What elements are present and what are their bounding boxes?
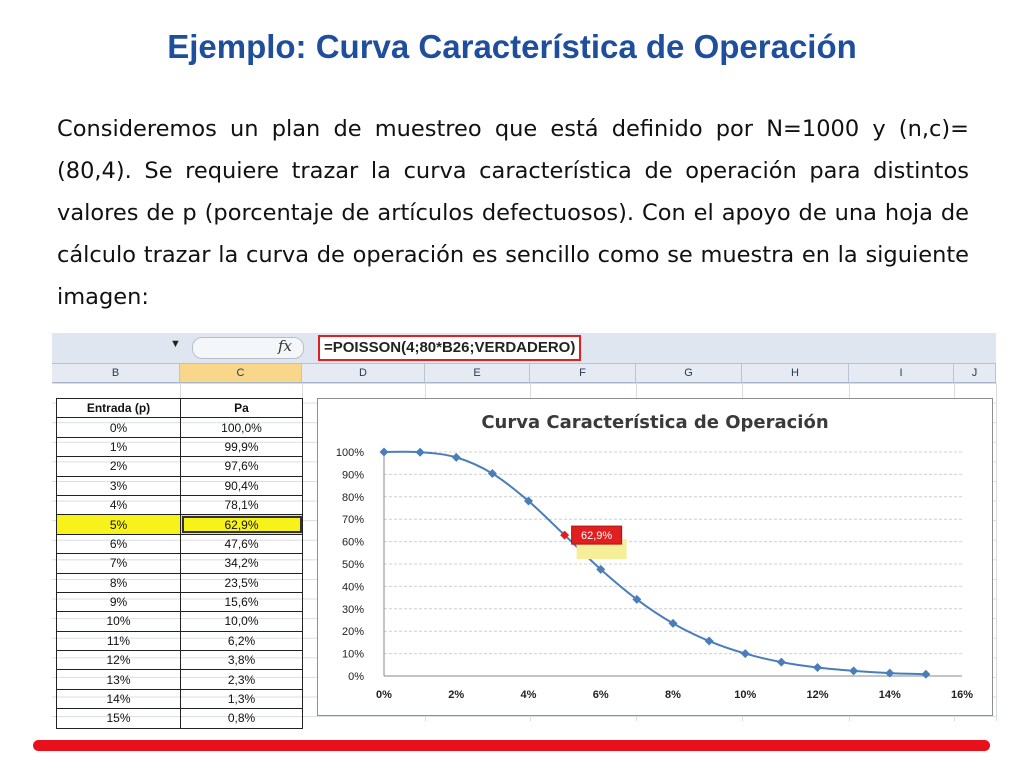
data-point bbox=[777, 658, 786, 667]
cell-entrada[interactable]: 14% bbox=[57, 689, 181, 708]
data-table bbox=[56, 398, 303, 729]
fx-icon[interactable]: fx bbox=[278, 337, 293, 355]
table-row bbox=[57, 651, 303, 670]
y-tick-label: 30% bbox=[341, 603, 364, 616]
x-tick-label: 4% bbox=[520, 689, 537, 701]
x-tick-label: 8% bbox=[665, 689, 681, 701]
cell-pa[interactable]: 6,2% bbox=[181, 631, 303, 650]
table-row bbox=[57, 476, 303, 495]
cell-pa[interactable]: 2,3% bbox=[181, 670, 303, 689]
data-point bbox=[813, 663, 822, 672]
x-tick-label: 10% bbox=[734, 689, 757, 701]
x-tick-label: 6% bbox=[592, 689, 609, 701]
cell-pa[interactable]: 90,4% bbox=[181, 476, 303, 495]
data-point bbox=[741, 649, 750, 658]
table-row bbox=[57, 534, 303, 553]
column-header-b[interactable]: B bbox=[52, 364, 180, 382]
table-row bbox=[57, 612, 303, 631]
cell-entrada[interactable]: 6% bbox=[57, 534, 181, 553]
table-row bbox=[57, 689, 303, 708]
cell-entrada[interactable]: 15% bbox=[57, 709, 181, 728]
cell-entrada[interactable]: 9% bbox=[57, 592, 181, 611]
column-header-g[interactable]: G bbox=[636, 364, 742, 382]
y-tick-label: 10% bbox=[341, 648, 364, 661]
column-header-j[interactable]: J bbox=[954, 364, 996, 382]
x-tick-label: 14% bbox=[878, 689, 901, 701]
y-tick-label: 50% bbox=[341, 559, 364, 571]
cell-entrada[interactable]: 5% bbox=[57, 515, 181, 534]
column-header-f[interactable]: F bbox=[530, 364, 636, 382]
cell-pa[interactable]: 23,5% bbox=[181, 573, 303, 592]
column-header-c[interactable]: C bbox=[180, 364, 302, 382]
chart-title: Curva Característica de Operación bbox=[481, 412, 829, 433]
cell-pa[interactable]: 78,1% bbox=[181, 495, 303, 514]
table-row bbox=[57, 573, 303, 592]
y-tick-label: 80% bbox=[341, 491, 364, 504]
grid-column-line bbox=[996, 383, 997, 721]
cell-entrada[interactable]: 3% bbox=[57, 476, 181, 495]
table-row bbox=[57, 709, 303, 728]
cell-pa[interactable]: 97,6% bbox=[181, 457, 303, 476]
y-tick-label: 70% bbox=[341, 514, 364, 527]
chevron-down-icon[interactable]: ▼ bbox=[170, 338, 181, 350]
table-header-row bbox=[57, 399, 303, 418]
table-row bbox=[57, 437, 303, 456]
cell-entrada[interactable]: 13% bbox=[57, 670, 181, 689]
cell-pa[interactable]: 100,0% bbox=[181, 418, 303, 437]
header-pa[interactable]: Pa bbox=[181, 399, 303, 418]
data-point bbox=[380, 448, 389, 457]
cell-entrada[interactable]: 4% bbox=[57, 495, 181, 514]
table-row bbox=[57, 592, 303, 611]
table-row bbox=[57, 457, 303, 476]
y-tick-label: 90% bbox=[341, 469, 364, 482]
table-row bbox=[57, 418, 303, 437]
cell-entrada[interactable]: 8% bbox=[57, 573, 181, 592]
data-point bbox=[849, 666, 858, 675]
x-tick-label: 12% bbox=[806, 689, 829, 701]
cell-entrada[interactable]: 2% bbox=[57, 457, 181, 476]
y-tick-label: 40% bbox=[341, 581, 364, 594]
formula-bar bbox=[52, 333, 996, 364]
data-point bbox=[416, 448, 425, 457]
chart-svg bbox=[318, 399, 992, 715]
table-row bbox=[57, 670, 303, 689]
x-tick-label: 0% bbox=[376, 689, 392, 701]
cell-pa[interactable]: 3,8% bbox=[181, 651, 303, 670]
cell-pa[interactable]: 62,9% bbox=[181, 515, 303, 534]
x-tick-label: 2% bbox=[448, 689, 465, 701]
table-row bbox=[57, 631, 303, 650]
cell-pa[interactable]: 10,0% bbox=[181, 612, 303, 631]
cell-entrada[interactable]: 11% bbox=[57, 631, 181, 650]
column-header-i[interactable]: I bbox=[849, 364, 954, 382]
column-header-h[interactable]: H bbox=[742, 364, 849, 382]
cell-pa[interactable]: 15,6% bbox=[181, 592, 303, 611]
data-point bbox=[669, 619, 678, 628]
oc-chart[interactable] bbox=[317, 398, 993, 716]
y-tick-label: 0% bbox=[348, 671, 364, 683]
cell-pa[interactable]: 34,2% bbox=[181, 554, 303, 573]
x-tick-label: 16% bbox=[950, 689, 974, 701]
column-header-e[interactable]: E bbox=[425, 364, 530, 382]
cell-entrada[interactable]: 10% bbox=[57, 612, 181, 631]
series-line bbox=[384, 452, 926, 674]
slide-title: Ejemplo: Curva Característica de Operación bbox=[167, 28, 857, 65]
cell-entrada[interactable]: 7% bbox=[57, 554, 181, 573]
table-row bbox=[57, 515, 303, 534]
cell-entrada[interactable]: 1% bbox=[57, 437, 181, 456]
cell-pa[interactable]: 0,8% bbox=[181, 709, 303, 728]
cell-entrada[interactable]: 12% bbox=[57, 651, 181, 670]
table-row bbox=[57, 495, 303, 514]
bottom-red-bar bbox=[33, 740, 990, 751]
slide-body-text: Consideremos un plan de muestreo que está definido por N=1000 y (n,c)=(80,4). Se requiere trazar la curva característica de operación para distintos valores de p (porcentaje de artículos defectuosos). Con el apoyo de una hoja de cálculo trazar la curva de operación es sencillo como se muestra en la siguiente imagen: bbox=[57, 116, 969, 310]
y-tick-label: 60% bbox=[341, 536, 364, 549]
formula-input[interactable]: =POISSON(4;80*B26;VERDADERO) bbox=[318, 335, 581, 361]
column-header-d[interactable]: D bbox=[302, 364, 425, 382]
data-label: 62,9% bbox=[581, 530, 613, 543]
data-point bbox=[921, 670, 930, 679]
y-tick-label: 100% bbox=[335, 447, 364, 459]
header-entrada[interactable]: Entrada (p) bbox=[57, 399, 181, 418]
column-headers bbox=[52, 364, 996, 383]
data-point bbox=[705, 637, 714, 646]
cell-pa[interactable]: 99,9% bbox=[181, 437, 303, 456]
cell-pa[interactable]: 1,3% bbox=[181, 689, 303, 708]
cell-entrada[interactable]: 0% bbox=[57, 418, 181, 437]
table-row bbox=[57, 554, 303, 573]
y-tick-label: 20% bbox=[341, 626, 364, 639]
data-point bbox=[452, 453, 461, 462]
cell-pa[interactable]: 47,6% bbox=[181, 534, 303, 553]
